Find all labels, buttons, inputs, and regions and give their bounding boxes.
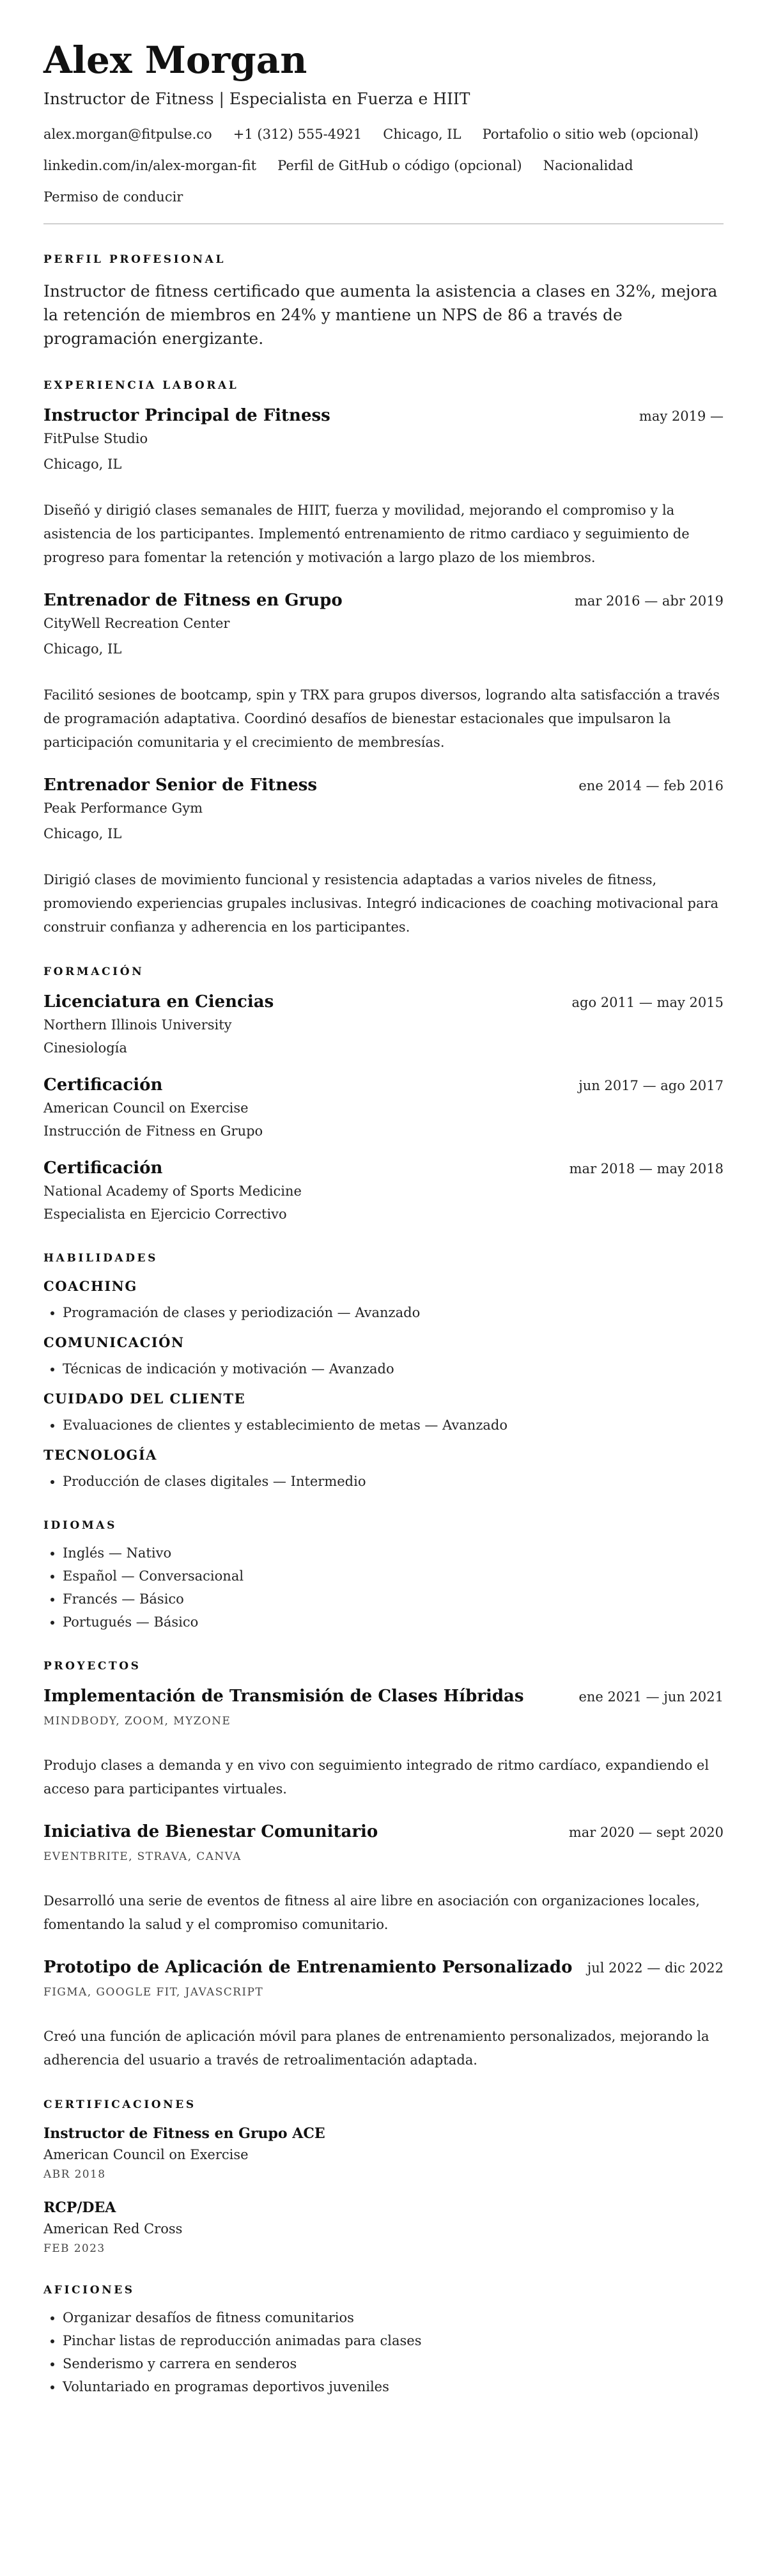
hobby-list	[43, 2306, 724, 2398]
job-location: Chicago, IL	[43, 826, 122, 841]
job-location: Chicago, IL	[43, 457, 122, 472]
education-section	[43, 965, 724, 1226]
skills-section	[43, 1251, 724, 1493]
candidate-headline: Instructor de Fitness | Especialista en Fuerza e HIIT	[43, 90, 470, 108]
contact-linkedin[interactable]: linkedin.com/in/alex-morgan-fit	[43, 158, 257, 173]
skill-category-name: TECNOLOGÍA	[43, 1447, 157, 1463]
projects-section	[43, 1659, 724, 2072]
job-description: Facilitó sesiones de bootcamp, spin y TRX para grupos diversos, logrando alta satisfacción a través de programación adaptativa. Coordinó desafíos de bienestar estacionales que impulsaron la participación comunitaria y el crecimiento de membresías.	[43, 687, 720, 750]
project-entry	[43, 1956, 724, 2072]
hobby-item: • Pinchar listas de reproducción animadas para clases	[63, 2329, 724, 2352]
project-tech: MINDBODY, ZOOM, MYZONE	[43, 1715, 231, 1728]
certification-entry	[43, 2197, 724, 2258]
job-description: Dirigió clases de movimiento funcional y resistencia adaptadas a varios niveles de fitness, promoviendo experiencias grupales inclusivas. Integró indicaciones de coaching motivacional para construir confianza y adherencia en los participantes.	[43, 872, 719, 935]
skill-category	[43, 1333, 724, 1380]
skill-category	[43, 1277, 724, 1324]
skill-list	[43, 1470, 724, 1493]
candidate-name: Alex Morgan	[43, 38, 307, 82]
skill-item: • Evaluaciones de clientes y establecimiento de metas — Avanzado	[63, 1414, 724, 1437]
job-description: Diseñó y dirigió clases semanales de HIIT, fuerza y movilidad, mejorando el compromiso y la asistencia de los participantes. Implementó entrenamiento de ritmo cardiaco y seguimiento de progreso para fomentar la retención y motivación a largo plazo de los miembros.	[43, 503, 690, 565]
project-dates: mar 2020 — sept 2020	[568, 1825, 724, 1840]
education-field: Instrucción de Fitness en Grupo	[43, 1123, 263, 1139]
profile-summary: Instructor de fitness certificado que aumenta la asistencia a clases en 32%, mejora la retención de miembros en 24% y mantiene un NPS de 86 a través de programación energizante.	[43, 282, 718, 348]
skill-list	[43, 1414, 724, 1437]
education-dates: mar 2018 — may 2018	[569, 1161, 724, 1176]
certification-issuer: American Red Cross	[43, 2221, 183, 2236]
experience-section	[43, 379, 724, 939]
project-tech: FIGMA, GOOGLE FIT, JAVASCRIPT	[43, 1986, 264, 1999]
education-institution: Northern Illinois University	[43, 1017, 232, 1033]
experience-entry	[43, 404, 724, 570]
job-location: Chicago, IL	[43, 641, 122, 657]
project-description: Produjo clases a demanda y en vivo con seguimiento integrado de ritmo cardíaco, expandiendo el acceso para participantes virtuales.	[43, 1758, 709, 1797]
job-company: Peak Performance Gym	[43, 800, 203, 816]
skill-category-name: COMUNICACIÓN	[43, 1334, 185, 1350]
contact-location: Chicago, IL	[383, 127, 461, 142]
certification-entry	[43, 2123, 724, 2183]
skill-list	[43, 1357, 724, 1380]
certification-date: ABR 2018	[43, 2168, 106, 2181]
section-title: FORMACIÓN	[43, 965, 144, 978]
education-field: Especialista en Ejercicio Correctivo	[43, 1206, 287, 1222]
job-title: Entrenador Senior de Fitness	[43, 776, 318, 795]
job-company: FitPulse Studio	[43, 431, 148, 446]
section-title: HABILIDADES	[43, 1252, 158, 1265]
language-item: • Inglés — Nativo	[63, 1542, 724, 1565]
hobby-item: • Voluntariado en programas deportivos juveniles	[63, 2375, 724, 2398]
language-item: • Portugués — Básico	[63, 1611, 724, 1634]
hobbies-section	[43, 2283, 724, 2398]
section-title: PROYECTOS	[43, 1660, 141, 1673]
education-entry	[43, 990, 724, 1059]
education-dates: ago 2011 — may 2015	[571, 995, 724, 1010]
job-dates: may 2019 —	[639, 409, 724, 424]
skill-item: • Producción de clases digitales — Intermedio	[63, 1470, 724, 1493]
job-title: Instructor Principal de Fitness	[43, 406, 330, 425]
resume-header	[43, 37, 724, 224]
job-dates: mar 2016 — abr 2019	[574, 593, 724, 609]
section-title: EXPERIENCIA LABORAL	[43, 379, 239, 392]
header-divider	[43, 223, 724, 224]
certifications-section	[43, 2098, 724, 2258]
project-entry	[43, 1820, 724, 1937]
job-dates: ene 2014 — feb 2016	[578, 778, 724, 793]
job-title: Entrenador de Fitness en Grupo	[43, 591, 343, 610]
hobby-item: • Organizar desafíos de fitness comunitarios	[63, 2306, 724, 2329]
project-dates: jul 2022 — dic 2022	[587, 1960, 724, 1976]
project-name: Implementación de Transmisión de Clases Híbridas	[43, 1687, 524, 1706]
project-description: Creó una función de aplicación móvil para planes de entrenamiento personalizados, mejorando la adherencia del usuario a través de retroalimentación adaptada.	[43, 2029, 709, 2068]
contact-email[interactable]: alex.morgan@fitpulse.co	[43, 127, 212, 142]
experience-entry	[43, 774, 724, 939]
project-tech: EVENTBRITE, STRAVA, CANVA	[43, 1850, 242, 1863]
project-name: Prototipo de Aplicación de Entrenamiento Personalizado	[43, 1958, 573, 1977]
project-dates: ene 2021 — jun 2021	[578, 1689, 724, 1705]
skill-category	[43, 1446, 724, 1493]
contact-github[interactable]: Perfil de GitHub o código (opcional)	[277, 158, 522, 173]
skill-category-name: COACHING	[43, 1278, 137, 1294]
contact-nationality: Nacionalidad	[543, 158, 633, 173]
certification-name: RCP/DEA	[43, 2199, 116, 2216]
experience-entry	[43, 589, 724, 754]
education-degree: Certificación	[43, 1159, 163, 1178]
job-company: CityWell Recreation Center	[43, 616, 230, 631]
skill-item: • Programación de clases y periodización — Avanzado	[63, 1301, 724, 1324]
certification-issuer: American Council on Exercise	[43, 2147, 249, 2162]
skill-category	[43, 1389, 724, 1437]
education-institution: American Council on Exercise	[43, 1100, 249, 1116]
education-degree: Licenciatura en Ciencias	[43, 992, 274, 1011]
education-entry	[43, 1073, 724, 1143]
language-item: • Francés — Básico	[63, 1588, 724, 1611]
languages-section	[43, 1518, 724, 1634]
profile-section	[43, 253, 724, 350]
project-name: Iniciativa de Bienestar Comunitario	[43, 1822, 378, 1841]
contact-portfolio[interactable]: Portafolio o sitio web (opcional)	[482, 127, 699, 142]
hobby-item: • Senderismo y carrera en senderos	[63, 2352, 724, 2375]
section-title: PERFIL PROFESIONAL	[43, 253, 226, 266]
contact-phone[interactable]: +1 (312) 555-4921	[233, 127, 362, 142]
skill-list	[43, 1301, 724, 1324]
section-title: AFICIONES	[43, 2284, 135, 2297]
section-title: CERTIFICACIONES	[43, 2098, 196, 2111]
skill-category-name: CUIDADO DEL CLIENTE	[43, 1391, 246, 1407]
project-entry	[43, 1685, 724, 1801]
education-degree: Certificación	[43, 1075, 163, 1095]
project-description: Desarrolló una serie de eventos de fitness al aire libre en asociación con organizaciones locales, fomentando la salud y el compromiso comunitario.	[43, 1893, 700, 1932]
education-institution: National Academy of Sports Medicine	[43, 1183, 302, 1199]
language-list	[43, 1542, 724, 1634]
contact-driving-license: Permiso de conducir	[43, 189, 183, 205]
language-item: • Español — Conversacional	[63, 1565, 724, 1588]
contact-list	[43, 119, 724, 213]
certification-date: FEB 2023	[43, 2242, 105, 2255]
certification-name: Instructor de Fitness en Grupo ACE	[43, 2125, 325, 2142]
education-dates: jun 2017 — ago 2017	[578, 1078, 724, 1093]
education-entry	[43, 1157, 724, 1226]
section-title: IDIOMAS	[43, 1519, 117, 1532]
skill-item: • Técnicas de indicación y motivación — Avanzado	[63, 1357, 724, 1380]
education-field: Cinesiología	[43, 1040, 127, 1056]
